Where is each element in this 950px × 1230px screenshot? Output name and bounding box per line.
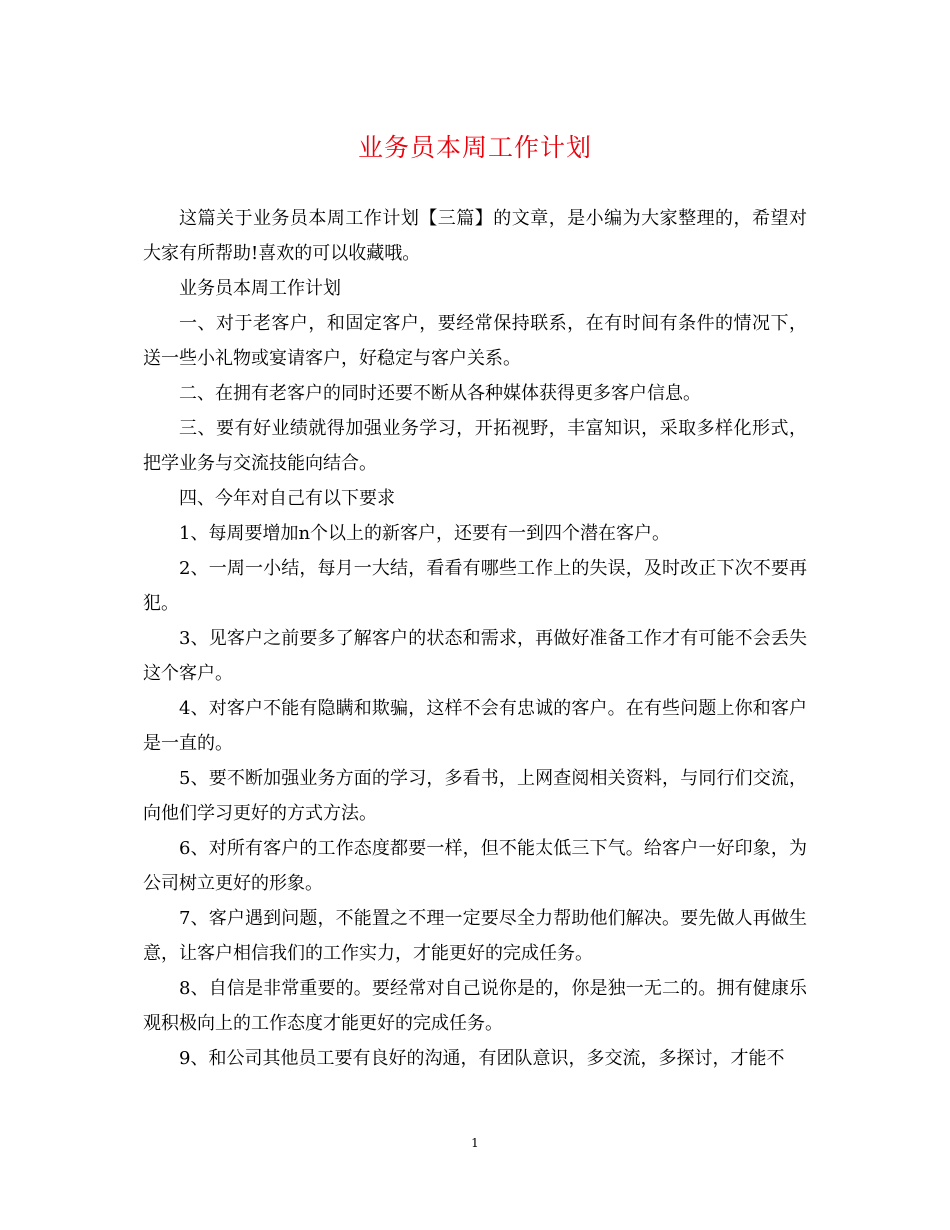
paragraph-requirement-1: 1、每周要增加n个以上的新客户，还要有一到四个潜在客户。 [179, 523, 671, 544]
paragraph-intro: 这篇关于业务员本周工作计划【三篇】的文章，是小编为大家整理的，希望对大家有所帮助!喜欢的可以收藏哦。 [143, 208, 807, 264]
paragraph-requirement-8: 8、自信是非常重要的。要经常对自己说你是的，你是独一无二的。拥有健康乐观积极向上的工作态度才能更好的完成任务。 [143, 978, 807, 1034]
paragraph-heading: 业务员本周工作计划 [179, 278, 341, 299]
page-number: 1 [471, 1136, 479, 1150]
paragraph-requirement-9: 9、和公司其他员工要有良好的沟通，有团队意识，多交流，多探讨，才能不 [179, 1048, 785, 1069]
paragraph-item-4: 四、今年对自己有以下要求 [179, 488, 395, 509]
paragraph-item-2: 二、在拥有老客户的同时还要不断从各种媒体获得更多客户信息。 [179, 383, 701, 404]
document-title: 业务员本周工作计划 [357, 133, 592, 162]
paragraph-requirement-6: 6、对所有客户的工作态度都要一样，但不能太低三下气。给客户一好印象，为公司树立更好的形象。 [143, 838, 807, 894]
paragraph-item-1: 一、对于老客户，和固定客户，要经常保持联系，在有时间有条件的情况下，送一些小礼物或宴请客户，好稳定与客户关系。 [143, 313, 807, 369]
paragraph-requirement-7: 7、客户遇到问题，不能置之不理一定要尽全力帮助他们解决。要先做人再做生意，让客户相信我们的工作实力，才能更好的完成任务。 [143, 908, 807, 964]
paragraph-requirement-4: 4、对客户不能有隐瞒和欺骗，这样不会有忠诚的客户。在有些问题上你和客户是一直的。 [143, 698, 807, 754]
document-body [143, 201, 807, 1076]
paragraph-requirement-5: 5、要不断加强业务方面的学习，多看书，上网查阅相关资料，与同行们交流，向他们学习更好的方式方法。 [143, 768, 807, 824]
paragraph-requirement-2: 2、一周一小结，每月一大结，看看有哪些工作上的失误，及时改正下次不要再犯。 [143, 558, 807, 614]
paragraph-requirement-3: 3、见客户之前要多了解客户的状态和需求，再做好准备工作才有可能不会丢失这个客户。 [143, 628, 807, 684]
paragraph-item-3: 三、要有好业绩就得加强业务学习，开拓视野，丰富知识，采取多样化形式，把学业务与交流技能向结合。 [143, 418, 807, 474]
